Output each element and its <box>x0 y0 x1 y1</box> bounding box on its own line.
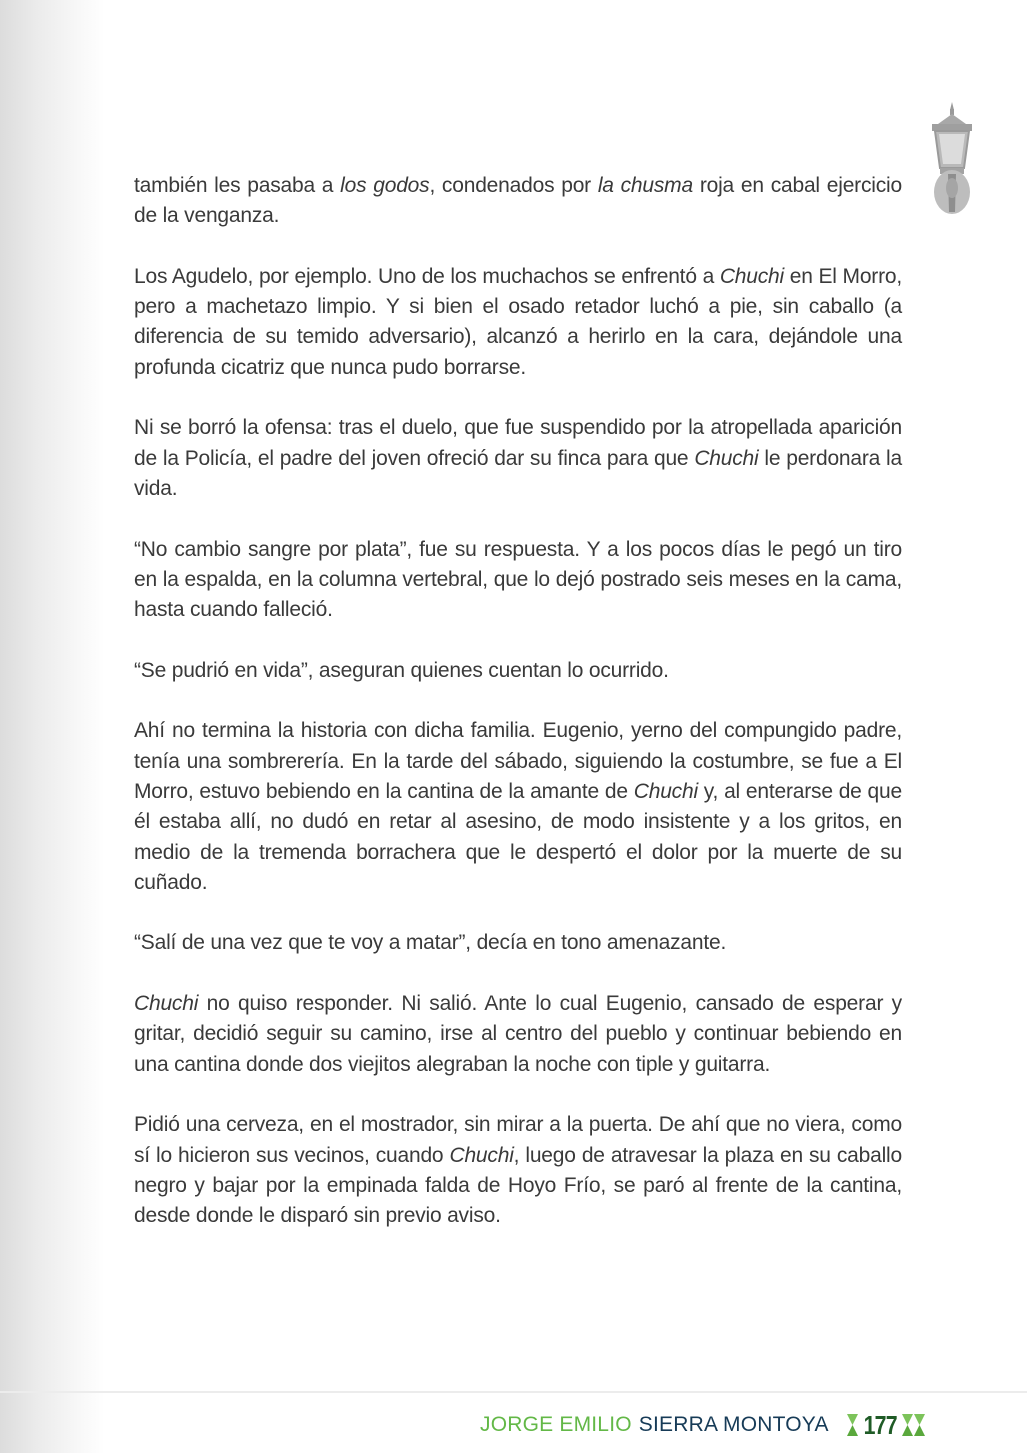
text-run: Pidió una cerveza, en el mostrador, sin mirar a la puerta. De ahí que no viera, como sí lo hicieron sus vecinos, cuando <box>134 1113 902 1167</box>
page-footer <box>480 1408 925 1442</box>
italic-text: Chuchi <box>719 264 784 288</box>
text-run: Ahí no termina la historia con dicha familia. Eugenio, yerno del compungido padre, tenía una sombrerería. En la tarde del sábado, siguiendo la costumbre, se fue a El Morro, estuvo bebiendo en la cantina de la amante de <box>134 719 902 803</box>
author-last-name: SIERRA MONTOYA <box>638 1413 829 1436</box>
italic-text: Chuchi <box>134 992 199 1016</box>
italic-text: Chuchi <box>449 1143 514 1167</box>
page-number: 177 <box>863 1409 897 1440</box>
paragraph <box>134 716 902 898</box>
author-first-name: JORGE EMILIO <box>480 1413 632 1436</box>
footer-divider <box>0 1391 1027 1393</box>
paragraph <box>134 928 902 958</box>
hourglass-ornament-icon <box>902 1414 913 1436</box>
text-run: y, al enterarse de que él estaba allí, no dudó en retar al asesino, de modo insistente y a los gritos, en medio de la tremenda borrachera que le despertó el dolor por la muerte de su cuñado. <box>134 779 902 894</box>
text-run: Los Agudelo, por ejemplo. Uno de los muchachos se enfrentó a <box>134 264 720 288</box>
text-run: no quiso responder. Ni salió. Ante lo cual Eugenio, cansado de esperar y gritar, decidió seguir su camino, irse al centro del pueblo y continuar bebiendo en una cantina donde dos viejitos alegraban la noche con tiple y guitarra. <box>134 992 902 1076</box>
text-run: roja en cabal ejercicio de la venganza. <box>134 174 902 228</box>
italic-text: Chuchi <box>633 779 698 803</box>
paragraph <box>134 535 902 626</box>
text-run: “Se pudrió en vida”, aseguran quienes cuentan lo ocurrido. <box>134 658 669 682</box>
paragraph <box>134 989 902 1080</box>
page-number-badge <box>847 1410 925 1441</box>
text-run: , condenados por <box>429 174 598 197</box>
italic-text: los godos <box>340 174 430 197</box>
hourglass-ornament-icon <box>847 1414 858 1436</box>
paragraph <box>134 171 902 232</box>
paragraph <box>134 413 902 504</box>
italic-text: la chusma <box>597 174 693 197</box>
paragraph <box>134 1110 902 1231</box>
text-run: en El Morro, pero a machetazo limpio. Y si bien el osado retador luchó a pie, sin caballo (a diferencia de su temido adversario), alcanzó a herirlo en la cara, dejándole una profunda cicatriz que nunca pudo borrarse. <box>134 264 903 379</box>
text-run: Ni se borró la ofensa: tras el duelo, que fue suspendido por la atropellada aparición de la Policía, el padre del joven ofreció dar su finca para que <box>134 416 902 470</box>
page-gutter-shadow <box>0 0 105 1453</box>
hourglass-ornament-icon <box>914 1414 925 1436</box>
text-run: “No cambio sangre por plata”, fue su respuesta. Y a los pocos días le pegó un tiro en la espalda, en la columna vertebral, que lo dejó postrado seis meses en la cama, hasta cuando falleció. <box>134 537 902 622</box>
text-run: también les pasaba a <box>134 174 341 197</box>
paragraph <box>134 656 902 686</box>
paragraph <box>134 262 902 383</box>
italic-text: Chuchi <box>694 446 759 470</box>
text-run: le perdonara la vida. <box>134 446 903 500</box>
body-text <box>134 171 902 1262</box>
text-run: , luego de atravesar la plaza en su caballo negro y bajar por la empinada falda de Hoyo Frío, se paró al frente de la cantina, desde donde le disparó sin previo aviso. <box>134 1143 902 1228</box>
text-run: “Salí de una vez que te voy a matar”, decía en tono amenazante. <box>134 931 727 955</box>
street-lamp-icon <box>924 100 980 218</box>
